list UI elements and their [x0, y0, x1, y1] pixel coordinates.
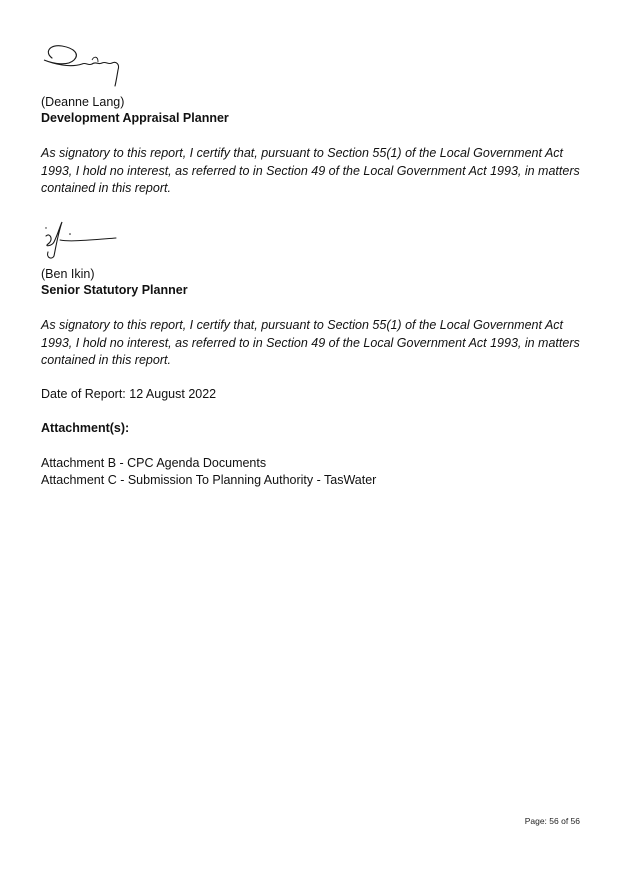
signature-deanne-lang	[40, 38, 130, 90]
report-date: Date of Report: 12 August 2022	[41, 387, 217, 401]
signatory-2-declaration: As signatory to this report, I certify that, pursuant to Section 55(1) of the Local Government Act 1993, I hold no interest, as referred to in Section 49 of the Local Government Act 1993, in matters contained in this report.	[41, 318, 580, 367]
signature-ben-ikin	[40, 216, 120, 262]
page-number: Page: 56 of 56	[524, 816, 580, 826]
signatory-1-title: Development Appraisal Planner	[41, 111, 229, 125]
attachments-heading: Attachment(s):	[41, 421, 130, 435]
attachment-item: Attachment B - CPC Agenda Documents	[41, 456, 267, 470]
signatory-2-title: Senior Statutory Planner	[41, 283, 188, 297]
signatory-2-name: (Ben Ikin)	[41, 267, 95, 281]
attachment-item: Attachment C - Submission To Planning Authority - TasWater	[41, 473, 377, 487]
signatory-1-declaration: As signatory to this report, I certify that, pursuant to Section 55(1) of the Local Government Act 1993, I hold no interest, as referred to in Section 49 of the Local Government Act 1993, in matters contained in this report.	[41, 146, 580, 195]
signatory-1-name: (Deanne Lang)	[41, 95, 125, 109]
